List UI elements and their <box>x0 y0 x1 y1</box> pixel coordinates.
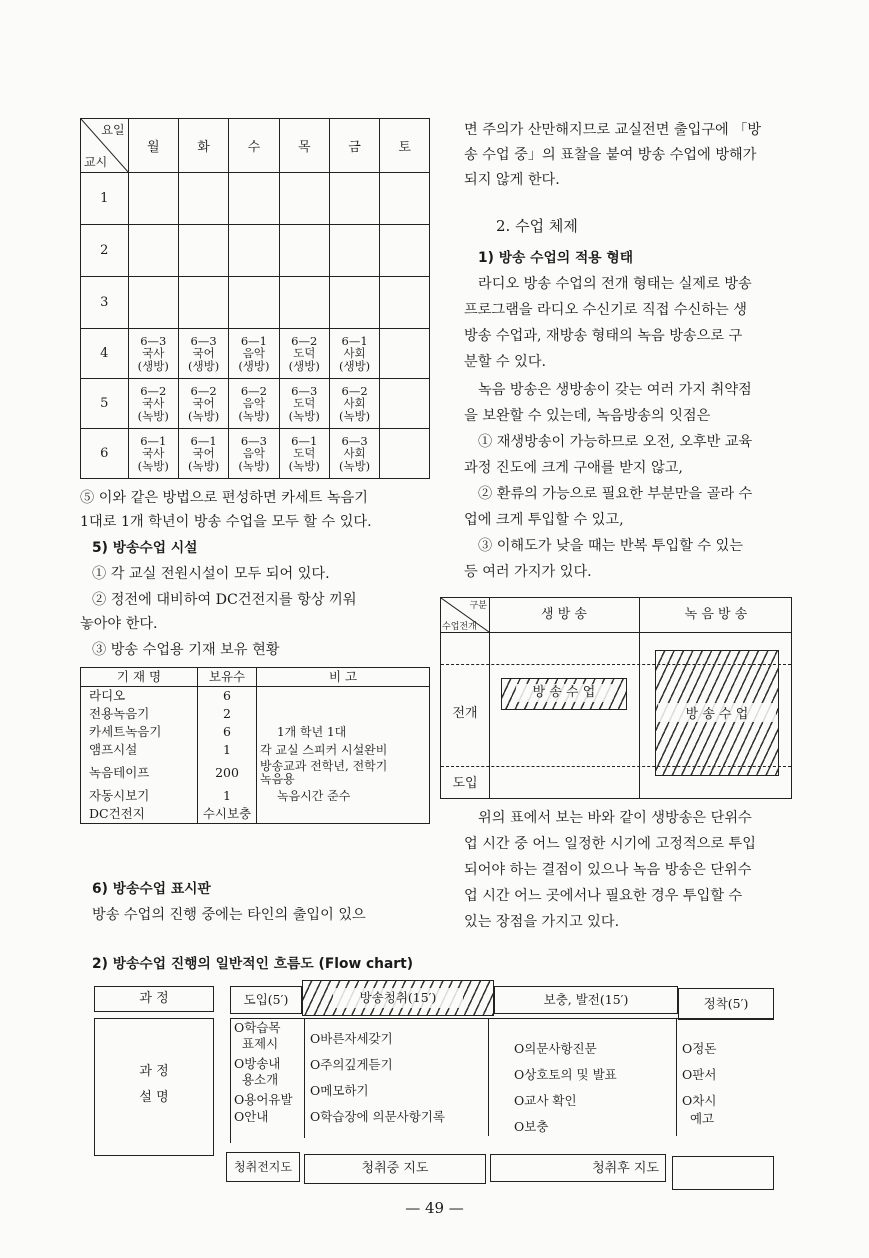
schedule-cell: 6—1 국사 (녹방) <box>128 429 178 479</box>
schedule-row <box>81 429 430 479</box>
listening-item: O학습장에 의문사항기록 <box>310 1109 445 1124</box>
schedule-cell: 6—2 국어 (녹방) <box>178 379 228 429</box>
flow-divider <box>488 1018 489 1136</box>
col-divider <box>639 632 640 798</box>
schedule-cell: 6—2 국사 (녹방) <box>128 379 178 429</box>
flow-chart <box>92 980 774 1192</box>
equipment-count: 200 <box>198 759 257 787</box>
equipment-note <box>257 705 430 723</box>
settle-item: O정돈 <box>682 1041 717 1056</box>
facility-2a: ② 정전에 대비하여 DC건전지를 항상 끼워 <box>92 592 357 608</box>
row-introduction: 도입 <box>452 776 478 791</box>
schedule-cell: 6—1 도덕 (녹방) <box>279 429 329 479</box>
schedule-cell <box>128 173 178 225</box>
day-fri: 금 <box>329 119 379 173</box>
heading-2-1: 1) 방송 수업의 적용 형태 <box>478 250 634 266</box>
period-label: 5 <box>81 379 129 429</box>
day-wed: 수 <box>229 119 279 173</box>
heading-2: 2. 수업 체제 <box>496 217 578 235</box>
schedule-cell <box>229 225 279 277</box>
equipment-name: 자동시보기 <box>81 787 198 805</box>
settle-item: O차시 예고 <box>682 1093 717 1126</box>
equipment-count: 6 <box>198 723 257 741</box>
period-label: 2 <box>81 225 129 277</box>
right-d1: ② 환류의 가능으로 필요한 부분만을 골라 수 <box>478 486 753 502</box>
broadcast-comparison-table <box>440 597 792 799</box>
schedule-cell <box>128 225 178 277</box>
settle-item: O판서 <box>682 1067 717 1082</box>
right-g5: 있는 장점을 가지고 있다. <box>464 914 620 930</box>
intro-item: O안내 <box>234 1109 269 1124</box>
equipment-row <box>81 705 430 723</box>
schedule-cell <box>279 277 329 329</box>
flow-description-box: 과 정 설 명 <box>94 1018 214 1156</box>
period-label: 1 <box>81 173 129 225</box>
flow-divider <box>676 1018 677 1136</box>
right-c2: 과정 진도에 크게 구애를 받지 않고, <box>464 460 683 476</box>
schedule-cell: 6—3 국사 (생방) <box>128 329 178 379</box>
schedule-cell <box>178 225 228 277</box>
schedule-cell: 6—1 사회 (생방) <box>329 329 379 379</box>
supplement-item: O상호토의 및 발표 <box>514 1067 617 1082</box>
period-label: 4 <box>81 329 129 379</box>
stage-supplement: 보충, 발전(15′) <box>494 986 678 1014</box>
intro-item: O학습목 표제시 <box>234 1020 281 1051</box>
supplement-items <box>514 1036 617 1140</box>
right-g1: 위의 표에서 보는 바와 같이 생방송은 단위수 <box>478 810 752 826</box>
right-line-3: 되지 않게 한다. <box>464 172 560 188</box>
schedule-cell: 6—3 국어 (생방) <box>178 329 228 379</box>
right-g3: 되어야 하는 결점이 있으나 녹음 방송은 단위수 <box>464 862 752 878</box>
right-a1: 라디오 방송 수업의 전개 형태는 실제로 방송 <box>478 276 752 292</box>
schedule-cell: 6—1 음악 (생방) <box>229 329 279 379</box>
equipment-count: 1 <box>198 741 257 759</box>
schedule-row <box>81 379 430 429</box>
equip-header-count: 보유수 <box>198 668 257 687</box>
right-g4: 업 시간 어느 곳에서나 필요한 경우 투입할 수 <box>464 888 743 904</box>
col-recorded-broadcast: 녹 음 방 송 <box>639 598 792 633</box>
schedule-cell <box>229 173 279 225</box>
equipment-note: 각 교실 스피커 시설완비 <box>257 741 430 759</box>
equipment-count: 1 <box>198 787 257 805</box>
schedule-cell <box>380 173 430 225</box>
schedule-cell: 6—1 국어 (녹방) <box>178 429 228 479</box>
schedule-cell: 6—3 음악 (녹방) <box>229 429 279 479</box>
equipment-name: 카세트녹음기 <box>81 723 198 741</box>
schedule-cell <box>380 379 430 429</box>
equipment-note: 녹음시간 준수 <box>257 787 430 805</box>
heading-6: 6) 방송수업 표시판 <box>92 881 211 897</box>
right-a4: 분할 수 있다. <box>464 354 547 370</box>
schedule-corner <box>81 119 129 173</box>
equipment-table <box>80 667 430 824</box>
schedule-cell: 6—2 사회 (녹방) <box>329 379 379 429</box>
listening-item: O주의깊게듣기 <box>310 1057 393 1072</box>
period-label: 3 <box>81 277 129 329</box>
schedule-cell <box>380 429 430 479</box>
stage-intro: 도입(5′) <box>230 986 302 1014</box>
para-6: 방송 수업의 진행 중에는 타인의 출입이 있으 <box>92 907 366 923</box>
right-a2: 프로그램을 라디오 수신기로 직접 수신하는 생 <box>464 302 747 318</box>
supplement-item: O교사 확인 <box>514 1093 577 1108</box>
facility-1: ① 각 교실 전원시설이 모두 되어 있다. <box>92 566 330 582</box>
schedule-row <box>81 173 430 225</box>
schedule-cell <box>178 173 228 225</box>
schedule-cell <box>380 225 430 277</box>
facility-2b: 놓아야 한다. <box>80 616 158 632</box>
compare-corner <box>441 598 490 633</box>
equipment-name: 라디오 <box>81 687 198 706</box>
equipment-count: 6 <box>198 687 257 706</box>
schedule-row <box>81 277 430 329</box>
equipment-name: 전용녹음기 <box>81 705 198 723</box>
guide-after-listening: 청취후 지도 <box>490 1154 666 1182</box>
stage-listening: 방송청취(15′) <box>302 980 494 1016</box>
intro-items <box>234 1020 293 1126</box>
schedule-cell <box>380 277 430 329</box>
day-thu: 목 <box>279 119 329 173</box>
equipment-count: 2 <box>198 705 257 723</box>
guide-during-listening: 청취중 지도 <box>304 1154 486 1184</box>
right-e2: 등 여러 가지가 있다. <box>464 564 592 580</box>
equipment-note: 방송교과 전학년, 전학기 녹음용 <box>257 759 430 787</box>
facility-3: ③ 방송 수업용 기재 보유 현황 <box>92 642 280 658</box>
right-line-2: 송 수업 중」의 표찰을 붙여 방송 수업에 방해가 <box>464 147 757 163</box>
schedule-cell <box>229 277 279 329</box>
compare-corner-top: 구분 <box>469 601 487 611</box>
equipment-count: 수시보충 <box>198 805 257 824</box>
equip-header-name: 기 재 명 <box>81 668 198 687</box>
para-5b: 1대로 1개 학년이 방송 수업을 모두 할 수 있다. <box>80 514 372 530</box>
supplement-item: O의문사항진문 <box>514 1041 597 1056</box>
equipment-note: 1개 학년 1대 <box>257 723 430 741</box>
equipment-row <box>81 723 430 741</box>
right-c1: ① 재생방송이 가능하므로 오전, 오후반 교육 <box>478 434 753 450</box>
right-b2: 을 보완할 수 있는데, 녹음방송의 잇점은 <box>464 408 711 424</box>
stage-settle: 정착(5′) <box>678 988 774 1020</box>
listening-item: O바른자세갖기 <box>310 1031 393 1046</box>
equipment-note <box>257 687 430 706</box>
equipment-row <box>81 759 430 787</box>
corner-top-label: 요일 <box>101 123 125 137</box>
live-lesson-bar: 방 송 수 업 <box>501 678 627 710</box>
guide-blank-box <box>672 1156 774 1190</box>
schedule-cell: 6—3 도덕 (녹방) <box>279 379 329 429</box>
equipment-row <box>81 687 430 706</box>
settle-items <box>682 1036 716 1128</box>
schedule-cell <box>178 277 228 329</box>
flow-heading: 2) 방송수업 진행의 일반적인 흐름도 (Flow chart) <box>92 956 414 972</box>
equipment-name: 앰프시설 <box>81 741 198 759</box>
schedule-cell: 6—2 도덕 (생방) <box>279 329 329 379</box>
supplement-item: O보충 <box>514 1119 549 1134</box>
recorded-lesson-block: 방 송 수 업 <box>655 650 779 776</box>
para-5a: ⑤ 이와 같은 방법으로 편성하면 카세트 녹음기 <box>80 490 368 506</box>
equipment-row <box>81 787 430 805</box>
right-a3: 방송 수업과, 재방송 형태의 녹음 방송으로 구 <box>464 328 743 344</box>
right-b1: 녹음 방송은 생방송이 갖는 여러 가지 취약점 <box>478 382 752 398</box>
compare-corner-bottom: 수업전개 <box>442 622 477 632</box>
guide-before-listening: 청취전지도 <box>226 1152 300 1182</box>
schedule-cell <box>279 173 329 225</box>
day-tue: 화 <box>178 119 228 173</box>
schedule-cell <box>128 277 178 329</box>
schedule-cell <box>329 277 379 329</box>
equipment-name: 녹음테이프 <box>81 759 198 787</box>
schedule-row <box>81 225 430 277</box>
right-d2: 업에 크게 투입할 수 있고, <box>464 512 624 528</box>
equipment-name: DC건전지 <box>81 805 198 824</box>
schedule-cell <box>279 225 329 277</box>
day-sat: 토 <box>380 119 430 173</box>
col-live-broadcast: 생 방 송 <box>489 598 639 633</box>
corner-bottom-label: 교시 <box>84 155 108 169</box>
right-e1: ③ 이해도가 낮을 때는 반복 투입할 수 있는 <box>478 538 744 554</box>
flow-divider <box>304 1018 305 1138</box>
listening-item: O메모하기 <box>310 1083 369 1098</box>
right-g2: 업 시간 중 어느 일정한 시기에 고정적으로 투입 <box>464 836 756 852</box>
heading-5: 5) 방송수업 시설 <box>92 540 198 556</box>
listening-items <box>310 1026 445 1130</box>
schedule-row <box>81 329 430 379</box>
col-divider <box>489 632 490 798</box>
flow-process-label: 과 정 <box>94 986 214 1012</box>
schedule-cell <box>380 329 430 379</box>
schedule-cell: 6—3 사회 (녹방) <box>329 429 379 479</box>
period-label: 6 <box>81 429 129 479</box>
day-mon: 월 <box>128 119 178 173</box>
schedule-table <box>80 118 430 479</box>
intro-item: O방송내 용소개 <box>234 1056 281 1087</box>
right-line-1: 면 주의가 산만해지므로 교실전면 출입구에 「방 <box>464 122 762 138</box>
equipment-row <box>81 805 430 824</box>
page-number: — 49 — <box>405 1199 464 1217</box>
schedule-cell: 6—2 음악 (녹방) <box>229 379 279 429</box>
equipment-note <box>257 805 430 824</box>
schedule-cell <box>329 225 379 277</box>
equipment-row <box>81 741 430 759</box>
row-development: 전개 <box>452 706 478 721</box>
equip-header-note: 비 고 <box>257 668 430 687</box>
schedule-cell <box>329 173 379 225</box>
intro-item: O용어유발 <box>234 1092 293 1107</box>
